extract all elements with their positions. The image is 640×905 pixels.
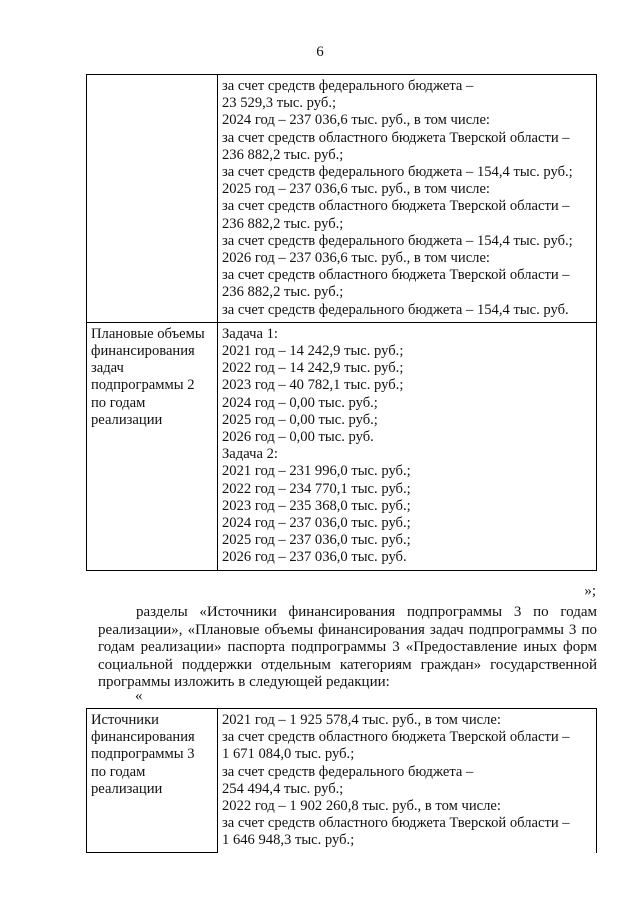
text-line: за счет средств областного бюджета Тверской области –: [222, 198, 570, 215]
body-paragraph: разделы «Источники финансирования подпрограммы 3 по годам реализации», «Плановые объемы финансирования задач подпрограммы 3 по годам реализации» паспорта подпрограммы 3 «Предоставление иных форм социальной поддержки отдельным категориям граждан» государственной программы изложить в следующей редакции:: [98, 604, 597, 691]
text-line: 236 882,2 тыс. руб.;: [222, 146, 344, 163]
text-line: Источники: [91, 712, 159, 728]
text-line: 2021 год – 1 925 578,4 тыс. руб., в том числе:: [222, 712, 501, 728]
text-line: за счет средств областного бюджета Тверской области –: [222, 729, 570, 746]
text-line: за счет средств федерального бюджета – 154,4 тыс. руб.;: [222, 232, 573, 249]
text-line: за счет средств федерального бюджета –: [222, 763, 474, 780]
text-line: 2023 год – 235 368,0 тыс. руб.;: [222, 497, 411, 514]
text-line: 2024 год – 0,00 тыс. руб.;: [222, 394, 378, 411]
text-line: реализации: [91, 411, 163, 428]
table-row: [87, 322, 597, 570]
table-row: [87, 709, 597, 853]
row-content-cell: [218, 75, 597, 323]
financing-table-top: [86, 74, 597, 571]
text-line: по годам: [91, 763, 146, 780]
row-content-cell: [218, 709, 597, 853]
row-label-cell: [87, 322, 218, 570]
row-label-cell: [87, 75, 218, 323]
text-line: финансирования: [91, 343, 195, 360]
text-line: 1 646 948,3 тыс. руб.;: [222, 832, 355, 849]
text-line: Задача 2:: [222, 446, 278, 463]
text-line: 2024 год – 237 036,0 тыс. руб.;: [222, 515, 411, 532]
text-line: за счет средств федерального бюджета – 154,4 тыс. руб.: [222, 301, 569, 318]
text-line: Задача 1:: [222, 325, 278, 342]
text-line: за счет средств федерального бюджета –: [222, 78, 474, 94]
text-line: подпрограммы 3: [91, 746, 195, 763]
text-line: за счет средств федерального бюджета – 154,4 тыс. руб.;: [222, 164, 573, 181]
text-line: подпрограммы 2: [91, 377, 195, 394]
page-number: 6: [316, 44, 324, 60]
closing-quote: »;: [584, 583, 596, 599]
text-line: задач: [91, 360, 124, 377]
text-line: 2022 год – 1 902 260,8 тыс. руб., в том числе:: [222, 798, 501, 815]
text-line: за счет средств областного бюджета Тверской области –: [222, 815, 570, 832]
text-line: 236 882,2 тыс. руб.;: [222, 215, 344, 232]
text-line: 2022 год – 234 770,1 тыс. руб.;: [222, 480, 411, 497]
text-line: по годам: [91, 394, 146, 411]
text-line: 254 494,4 тыс. руб.;: [222, 780, 344, 797]
text-line: 2021 год – 14 242,9 тыс. руб.;: [222, 343, 404, 360]
row-label-cell: [87, 709, 218, 853]
financing-table-bottom: [86, 708, 597, 853]
text-line: 236 882,2 тыс. руб.;: [222, 284, 344, 301]
text-line: 2026 год – 237 036,6 тыс. руб., в том числе:: [222, 250, 490, 267]
text-line: 2025 год – 237 036,0 тыс. руб.;: [222, 532, 411, 549]
text-line: реализации: [91, 780, 163, 797]
text-line: 2025 год – 0,00 тыс. руб.;: [222, 411, 378, 428]
text-line: Плановые объемы: [91, 325, 205, 342]
text-line: 2023 год – 40 782,1 тыс. руб.;: [222, 377, 404, 394]
row-content-cell: [218, 322, 597, 570]
text-line: за счет средств областного бюджета Тверской области –: [222, 267, 570, 284]
text-line: 1 671 084,0 тыс. руб.;: [222, 746, 355, 763]
text-line: 2024 год – 237 036,6 тыс. руб., в том числе:: [222, 112, 490, 129]
table-row: [87, 75, 597, 323]
text-line: 2022 год – 14 242,9 тыс. руб.;: [222, 360, 404, 377]
opening-quote: «: [135, 688, 143, 704]
text-line: 2026 год – 0,00 тыс. руб.: [222, 429, 374, 446]
text-line: финансирования: [91, 729, 195, 746]
text-line: 23 529,3 тыс. руб.;: [222, 95, 337, 112]
text-line: 2026 год – 237 036,0 тыс. руб.: [222, 549, 407, 566]
text-line: 2021 год – 231 996,0 тыс. руб.;: [222, 463, 411, 480]
text-line: за счет средств областного бюджета Тверской области –: [222, 129, 570, 146]
text-line: 2025 год – 237 036,6 тыс. руб., в том числе:: [222, 181, 490, 198]
